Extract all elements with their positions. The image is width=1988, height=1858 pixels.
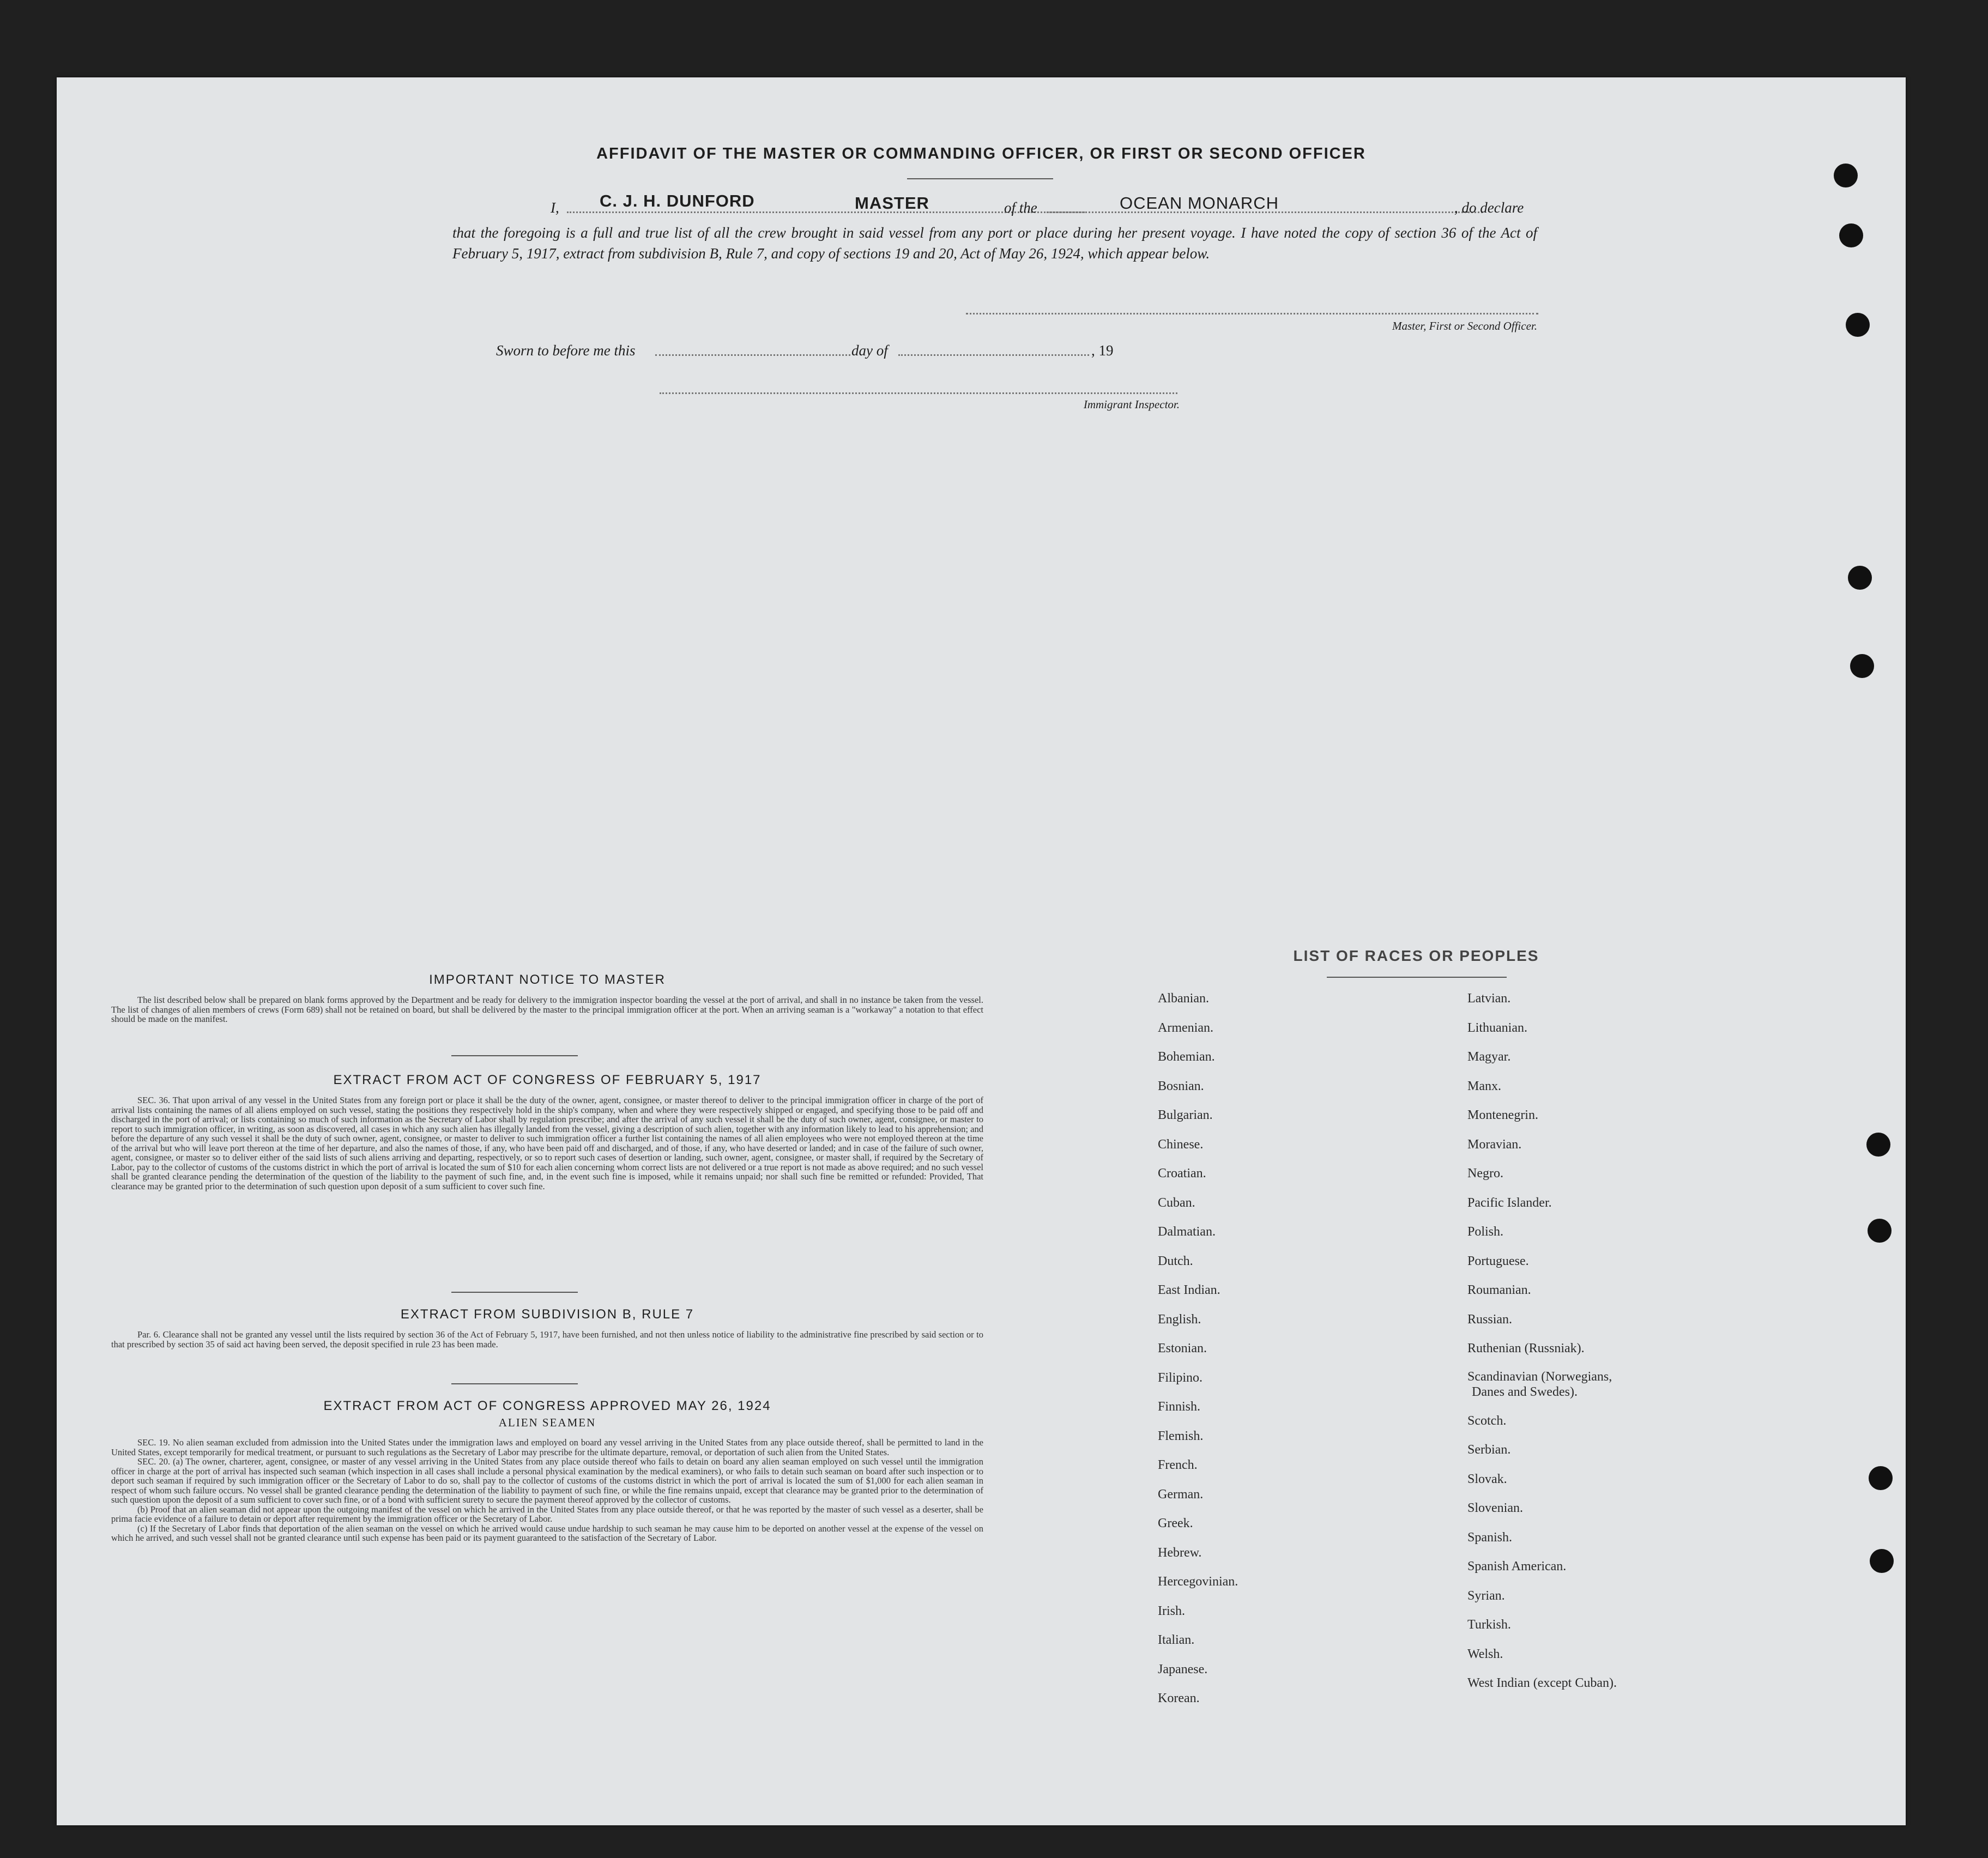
race-item: Magyar. [1467, 1050, 1511, 1064]
race-item: Turkish. [1467, 1618, 1511, 1632]
race-item: Lithuanian. [1467, 1020, 1527, 1035]
race-item: Syrian. [1467, 1588, 1505, 1603]
blank-line [898, 354, 1089, 356]
race-item: Korean. [1158, 1691, 1200, 1705]
master-signature-label: Master, First or Second Officer. [1392, 319, 1537, 332]
sec19-paragraph: SEC. 19. No alien seaman excluded from admission into the United States under the immigration laws and employed on board any vessel arriving in the United States from any place outside thereof, shall be permitted to land in the United States, except temporarily for medical treatment, or pursuant to such regulations as the Secretary of Labor may prescribe for the ultimate departure, removal, or deportation of such alien from the United States. [111, 1437, 983, 1457]
of-the-label: of the [1004, 199, 1037, 216]
master-rank: MASTER [855, 193, 929, 213]
sec20b-paragraph: (b) Proof that an alien seaman did not appear upon the outgoing manifest of the vessel on which he arrived in the United States from any place outside thereof, or that he was reported by the master of such vessel as a deserter, shall be prima facie evidence of a failure to detain or deport after requirement by the immigration officer or the Secretary of Labor. [111, 1504, 983, 1524]
race-item: Armenian. [1158, 1020, 1213, 1035]
race-item: Serbian. [1467, 1443, 1511, 1457]
separator [451, 1383, 578, 1384]
race-item: Dalmatian. [1158, 1225, 1216, 1239]
punch-hole [1868, 1219, 1892, 1243]
extract-1924-text [111, 1438, 983, 1543]
race-item: Montenegrin. [1467, 1108, 1538, 1122]
declaration-statement: that the foregoing is a full and true list of all the crew brought in said vessel from any port or place during her present voyage. I have noted the copy of section 36 of the Act of February 5, 1917, extract from subdivision B, Rule 7, and copy of sections 19 and 20, Act of May 26, 1924, which appear below. [452, 225, 1537, 262]
races-title-rule [1327, 977, 1507, 978]
do-declare-label: , do declare [1454, 199, 1524, 216]
inspector-label: Immigrant Inspector. [1083, 398, 1180, 411]
race-item: Flemish. [1158, 1429, 1204, 1443]
sworn-line [496, 340, 1205, 362]
race-item: Welsh. [1467, 1647, 1503, 1661]
separator [451, 1292, 578, 1293]
rule7-paragraph: Par. 6. Clearance shall not be granted any vessel until the lists required by section 36 of the Act of February 5, 1917, have been furnished, and not then unless notice of liability to the administrative fine prescribed by said section or to that prescribed by section 35 of said act having been served, the deposit specified in rule 23 has been made. [111, 1329, 983, 1349]
declaration-prefix: I, [551, 199, 559, 216]
race-item: Greek. [1158, 1516, 1193, 1530]
race-item: Pacific Islander. [1467, 1195, 1552, 1210]
race-item: Polish. [1467, 1225, 1504, 1239]
race-item: Hebrew. [1158, 1545, 1202, 1560]
race-item: Russian. [1467, 1312, 1513, 1327]
race-item: Filipino. [1158, 1370, 1203, 1385]
punch-hole [1866, 1133, 1890, 1157]
race-item: Bosnian. [1158, 1079, 1204, 1093]
race-item: Ruthenian (Russniak). [1467, 1341, 1585, 1355]
race-item: East Indian. [1158, 1283, 1220, 1297]
notice-paragraph: The list described below shall be prepared on blank forms approved by the Department and be ready for delivery to the immigration inspector boarding the vessel at the port of arrival, and shall in no instance be taken from the vessel. The list of changes of alien members of crews (Form 689) shall not be retained on board, but shall be delivered by the master to the principal immigration officer at the port. When an arriving seaman is a "workaway" a notation to that effect should be made on the manifest. [111, 995, 983, 1024]
race-item: Spanish American. [1467, 1559, 1567, 1573]
sec20c-paragraph: (c) If the Secretary of Labor finds that deportation of the alien seaman on the vessel on which he arrived would cause undue hardship to such seaman he may cause him to be deported on another vessel at the expense of the vessel on which he arrived, and such vessel shall not be granted clearance until such expense has been paid or its payment guaranteed to the satisfaction of the Secretary of Labor. [111, 1523, 983, 1543]
notice-title: IMPORTANT NOTICE TO MASTER [429, 972, 666, 987]
race-item: Croatian. [1158, 1166, 1206, 1181]
race-item: Japanese. [1158, 1662, 1208, 1677]
master-name: C. J. H. DUNFORD [600, 191, 755, 210]
punch-hole [1869, 1466, 1893, 1490]
inspector-signature-line [660, 392, 1177, 394]
rule7-text [111, 1330, 983, 1349]
affidavit-title: AFFIDAVIT OF THE MASTER OR COMMANDING OFFICER, OR FIRST OR SECOND OFFICER [596, 145, 1366, 162]
race-item: Finnish. [1158, 1400, 1201, 1414]
race-item: German. [1158, 1487, 1204, 1502]
punch-hole [1870, 1549, 1894, 1573]
race-item: Chinese. [1158, 1137, 1204, 1152]
day-of-label: day of [851, 342, 888, 359]
extract-1917-text [111, 1096, 983, 1191]
punch-hole [1850, 654, 1874, 678]
punch-hole [1848, 566, 1872, 590]
race-item: Negro. [1467, 1166, 1503, 1181]
extract-1924-title: EXTRACT FROM ACT OF CONGRESS APPROVED MAY 26, 1924 [323, 1399, 771, 1413]
race-item: Moravian. [1467, 1137, 1522, 1152]
sec20a-paragraph: SEC. 20. (a) The owner, charterer, agent, consignee, or master of any vessel arriving in the United States from any place outside thereof who fails to detain on board any alien seaman employed on such vessel until the immigration officer in charge at the port of arrival has inspected such seaman (which inspection in all cases shall include a personal physical examination by the medical examiners), or who fails to detain such seaman on board after such inspection or to deport such seaman if required by such immigration officer or the Secretary of Labor to do so, shall pay to the collector of customs of the customs district in which the port of arrival is located the sum of $1,000 for each alien seaman in respect of whom such failure occurs. No vessel shall be granted clearance pending the determination of the liability to payment of such fine, or while the fine remains unpaid, except that clearance may be granted prior to the determination of such question upon the deposit of a sum sufficient to cover such fine, or of a bond with sufficient surety to secure the payment thereof approved by the collector of customs. [111, 1456, 983, 1505]
declaration-line [452, 191, 1537, 217]
race-item: Roumanian. [1467, 1283, 1531, 1297]
sworn-label: Sworn to before me this [496, 342, 636, 359]
race-item: Dutch. [1158, 1254, 1193, 1268]
notice-text [111, 995, 983, 1024]
race-item: Slovak. [1467, 1472, 1507, 1486]
races-title: LIST OF RACES OR PEOPLES [1293, 947, 1539, 964]
race-item: Scandinavian (Norwegians, [1467, 1369, 1612, 1384]
race-item: Hercegovinian. [1158, 1575, 1238, 1589]
race-item: Estonian. [1158, 1341, 1207, 1355]
vessel-name: OCEAN MONARCH [1120, 193, 1279, 213]
punch-hole [1834, 164, 1858, 187]
race-item: English. [1158, 1312, 1201, 1327]
races-right-column [1467, 984, 1617, 1698]
race-item-continuation: Danes and Swedes). [1472, 1384, 1578, 1399]
document-page [57, 77, 1906, 1825]
race-item: West Indian (except Cuban). [1467, 1676, 1617, 1690]
race-item-scandinavian [1467, 1364, 1617, 1407]
sec36-paragraph: SEC. 36. That upon arrival of any vessel in the United States from any foreign port or place it shall be the duty of the owner, agent, consignee, or master thereof to deliver to the principal immigration officer in charge of the port of arrival lists containing the names of all aliens employed on such vessel, stating the positions they respectively hold in the ship's company, when and where they were respectively shipped or engaged, and specifying those to be paid off and discharged in the port of arrival; or lists containing so much of such information as the Secretary of Labor shall by regulation prescribe; and after the arrival of any such vessel it shall be the duty of such owner, agent, consignee, or master to report to such immigration officer, in writing, as soon as discovered, all cases in which any such alien has illegally landed from the vessel, giving a description of such alien, together with any information likely to lead to his apprehension; and before the departure of any such vessel it shall be the duty of such owner, agent, consignee, or master to deliver to such immigration officer a further list containing the names of all alien employees who were not employed thereon at the time of the arrival but who will leave port thereon at the time of her departure, and also the names of those, if any, who have been paid off and discharged, and of those, if any, who have deserted or landed; and in case of the failure of such owner, agent, consignee, or master so to deliver either of the said lists of such aliens arriving and departing, respectively, or so to report such cases of desertion or landing, such owner, agent, consignee, or master shall, if required by the Secretary of Labor, pay to the collector of customs of the customs district in which the port of arrival is located the sum of $10 for each alien concerning whom correct lists are not delivered or a true report is not made as above required; and no such vessel shall be granted clearance pending the determination of the question of the liability to the payment of such fine, and, in the event such fine is imposed, while it remains unpaid; nor shall such fine be remitted or refunded: Provided, That clearance may be granted prior to the determination of such question upon deposit of a sum sufficient to cover such fine. [111, 1095, 983, 1191]
race-item: Slovenian. [1467, 1501, 1523, 1515]
race-item: Italian. [1158, 1633, 1195, 1647]
race-item: Portuguese. [1467, 1254, 1529, 1268]
alien-seamen-subtitle: ALIEN SEAMEN [498, 1416, 596, 1429]
race-item: Manx. [1467, 1079, 1501, 1093]
rule7-title: EXTRACT FROM SUBDIVISION B, RULE 7 [400, 1307, 694, 1322]
punch-hole [1839, 223, 1863, 247]
race-item: Irish. [1158, 1603, 1185, 1618]
title-rule [907, 178, 1053, 179]
race-item: Bulgarian. [1158, 1108, 1213, 1122]
race-item: Cuban. [1158, 1195, 1195, 1210]
race-item: Scotch. [1467, 1413, 1507, 1428]
race-item: Bohemian. [1158, 1050, 1215, 1064]
separator [451, 1055, 578, 1056]
extract-1917-title: EXTRACT FROM ACT OF CONGRESS OF FEBRUARY 5, 1917 [333, 1073, 762, 1087]
master-signature-line [966, 313, 1538, 314]
races-left-column [1158, 984, 1238, 1714]
year-label: , 19 [1091, 342, 1114, 359]
blank-line [655, 354, 850, 356]
race-item: French. [1158, 1458, 1198, 1472]
punch-hole [1846, 313, 1870, 337]
race-item: Spanish. [1467, 1530, 1513, 1545]
race-item: Albanian. [1158, 991, 1209, 1006]
race-item: Latvian. [1467, 991, 1511, 1006]
